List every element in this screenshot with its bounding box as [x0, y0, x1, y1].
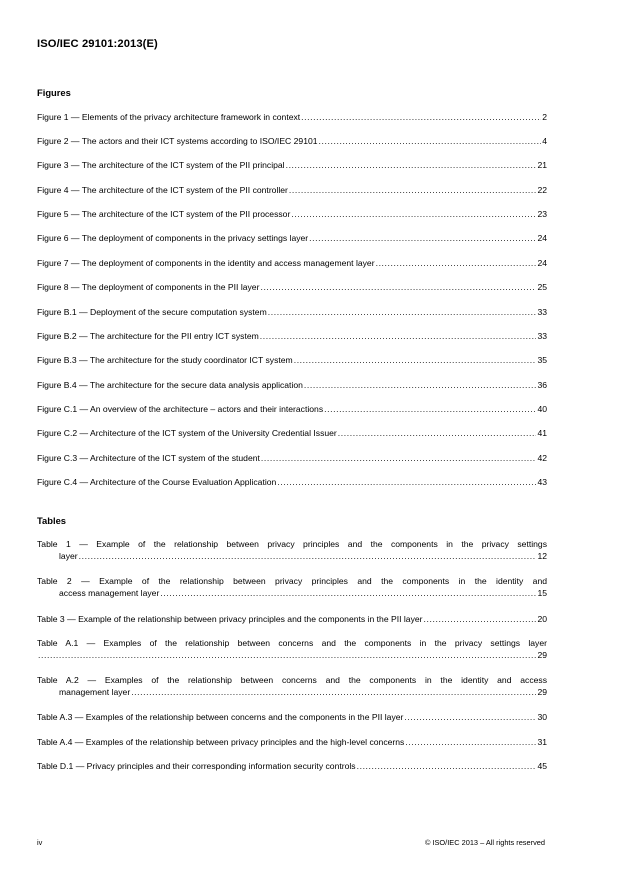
- table-title: Table A.4 — Examples of the relationship between privacy principles and the high-level concerns: [37, 737, 405, 747]
- table-title-line1: Table A.1 — Examples of the relationship between concerns and the components in the privacy settings layer: [37, 638, 547, 648]
- figure-entry[interactable]: [37, 379, 547, 391]
- page-number: 20: [537, 614, 547, 624]
- dot-leader: [405, 736, 536, 748]
- table-entry[interactable]: [37, 711, 547, 723]
- page-number: 25: [537, 282, 547, 292]
- figure-title: Figure 2 — The actors and their ICT systems according to ISO/IEC 29101: [37, 136, 318, 146]
- figure-entry[interactable]: [37, 208, 547, 220]
- table-title-line1: Table A.2 — Examples of the relationship between concerns and the components in the identity and access: [37, 675, 547, 685]
- dot-leader: [260, 281, 536, 293]
- page-number: 33: [537, 331, 547, 341]
- dot-leader: [324, 403, 536, 415]
- dot-leader: [160, 587, 536, 599]
- dot-leader: [294, 354, 537, 366]
- dot-leader: [304, 379, 537, 391]
- dot-leader: [277, 476, 536, 488]
- figure-title: Figure C.4 — Architecture of the Course Evaluation Application: [37, 477, 277, 487]
- figure-entry[interactable]: [37, 232, 547, 244]
- footer-page-label: iv: [37, 838, 43, 847]
- figure-entry[interactable]: [37, 403, 547, 415]
- figure-title: Figure 4 — The architecture of the ICT system of the PII controller: [37, 185, 288, 195]
- page-number: 2: [542, 112, 547, 122]
- dot-leader: [319, 135, 542, 147]
- page-number: 30: [537, 712, 547, 722]
- dot-leader: [268, 306, 537, 318]
- figures-heading: Figures: [37, 87, 71, 98]
- figure-entry[interactable]: [37, 354, 547, 366]
- page-number: 42: [537, 453, 547, 463]
- dot-leader: [261, 452, 537, 464]
- dot-leader: [289, 184, 537, 196]
- dot-leader: [79, 550, 537, 562]
- table-entry[interactable]: [37, 674, 547, 698]
- page-number: 29: [537, 650, 547, 660]
- page-number: 24: [537, 233, 547, 243]
- figure-entry[interactable]: [37, 452, 547, 464]
- figure-title: Figure C.1 — An overview of the architecture – actors and their interactions: [37, 404, 324, 414]
- page-number: 40: [537, 404, 547, 414]
- dot-leader: [309, 232, 536, 244]
- dot-leader: [131, 686, 536, 698]
- table-entry[interactable]: [37, 637, 547, 661]
- dot-leader: [338, 427, 537, 439]
- table-entry[interactable]: [37, 736, 547, 748]
- table-entry[interactable]: [37, 760, 547, 772]
- table-title-line2: management layer: [59, 687, 131, 697]
- dot-leader: [424, 613, 537, 625]
- page-number: 45: [537, 761, 547, 771]
- figure-entry[interactable]: [37, 427, 547, 439]
- figure-title: Figure B.1 — Deployment of the secure computation system: [37, 307, 267, 317]
- table-title-line2: access management layer: [59, 588, 160, 598]
- figure-title: Figure B.3 — The architecture for the study coordinator ICT system: [37, 355, 293, 365]
- table-entry[interactable]: [37, 538, 547, 562]
- page-number: 43: [537, 477, 547, 487]
- figure-title: Figure 3 — The architecture of the ICT system of the PII principal: [37, 160, 285, 170]
- page-number: 29: [537, 687, 547, 697]
- figure-entry[interactable]: [37, 306, 547, 318]
- figure-title: Figure 5 — The architecture of the ICT system of the PII processor: [37, 209, 291, 219]
- figure-entry[interactable]: [37, 257, 547, 269]
- figure-title: Figure 6 — The deployment of components in the privacy settings layer: [37, 233, 309, 243]
- page-number: 4: [542, 136, 547, 146]
- figure-entry[interactable]: [37, 330, 547, 342]
- page-number: 23: [537, 209, 547, 219]
- table-title: Table 3 — Example of the relationship between privacy principles and the components in the PII layer: [37, 614, 423, 624]
- figure-entry[interactable]: [37, 111, 547, 123]
- page-number: 15: [537, 588, 547, 598]
- figure-title: Figure C.3 — Architecture of the ICT system of the student: [37, 453, 260, 463]
- figure-entry[interactable]: [37, 184, 547, 196]
- figure-entry[interactable]: [37, 476, 547, 488]
- dot-leader: [291, 208, 536, 220]
- figure-entry[interactable]: [37, 135, 547, 147]
- page-number: 41: [537, 428, 547, 438]
- table-entry[interactable]: [37, 613, 547, 625]
- dot-leader: [376, 257, 537, 269]
- table-title-line1: Table 1 — Example of the relationship between privacy principles and the components in the privacy settings: [37, 539, 547, 549]
- figure-entry[interactable]: [37, 281, 547, 293]
- dot-leader: [301, 111, 541, 123]
- dot-leader: [38, 649, 536, 661]
- figure-title: Figure 1 — Elements of the privacy architecture framework in context: [37, 112, 301, 122]
- page-number: 24: [537, 258, 547, 268]
- table-entry[interactable]: [37, 575, 547, 599]
- figure-entry[interactable]: [37, 159, 547, 171]
- tables-heading: Tables: [37, 515, 67, 526]
- table-title-line1: Table 2 — Example of the relationship between privacy principles and the components in the identity and: [37, 576, 547, 586]
- page-number: 35: [537, 355, 547, 365]
- page-number: 31: [537, 737, 547, 747]
- dot-leader: [357, 760, 537, 772]
- page-number: 12: [537, 551, 547, 561]
- dot-leader: [286, 159, 537, 171]
- figure-title: Figure C.2 — Architecture of the ICT system of the University Credential Issuer: [37, 428, 337, 438]
- figure-title: Figure B.4 — The architecture for the secure data analysis application: [37, 380, 303, 390]
- page-number: 33: [537, 307, 547, 317]
- table-title-line2: layer: [59, 551, 78, 561]
- page-number: 36: [537, 380, 547, 390]
- page-number: 21: [537, 160, 547, 170]
- page-number: 22: [537, 185, 547, 195]
- dot-leader: [260, 330, 537, 342]
- figure-title: Figure 7 — The deployment of components in the identity and access management layer: [37, 258, 375, 268]
- standard-id-header: ISO/IEC 29101:2013(E): [37, 38, 158, 50]
- table-title: Table A.3 — Examples of the relationship between concerns and the components in the PII layer: [37, 712, 404, 722]
- footer-copyright: © ISO/IEC 2013 – All rights reserved: [424, 838, 545, 847]
- table-title: Table D.1 — Privacy principles and their corresponding information security controls: [37, 761, 356, 771]
- figure-title: Figure 8 — The deployment of components in the PII layer: [37, 282, 260, 292]
- figure-title: Figure B.2 — The architecture for the PII entry ICT system: [37, 331, 259, 341]
- dot-leader: [404, 711, 536, 723]
